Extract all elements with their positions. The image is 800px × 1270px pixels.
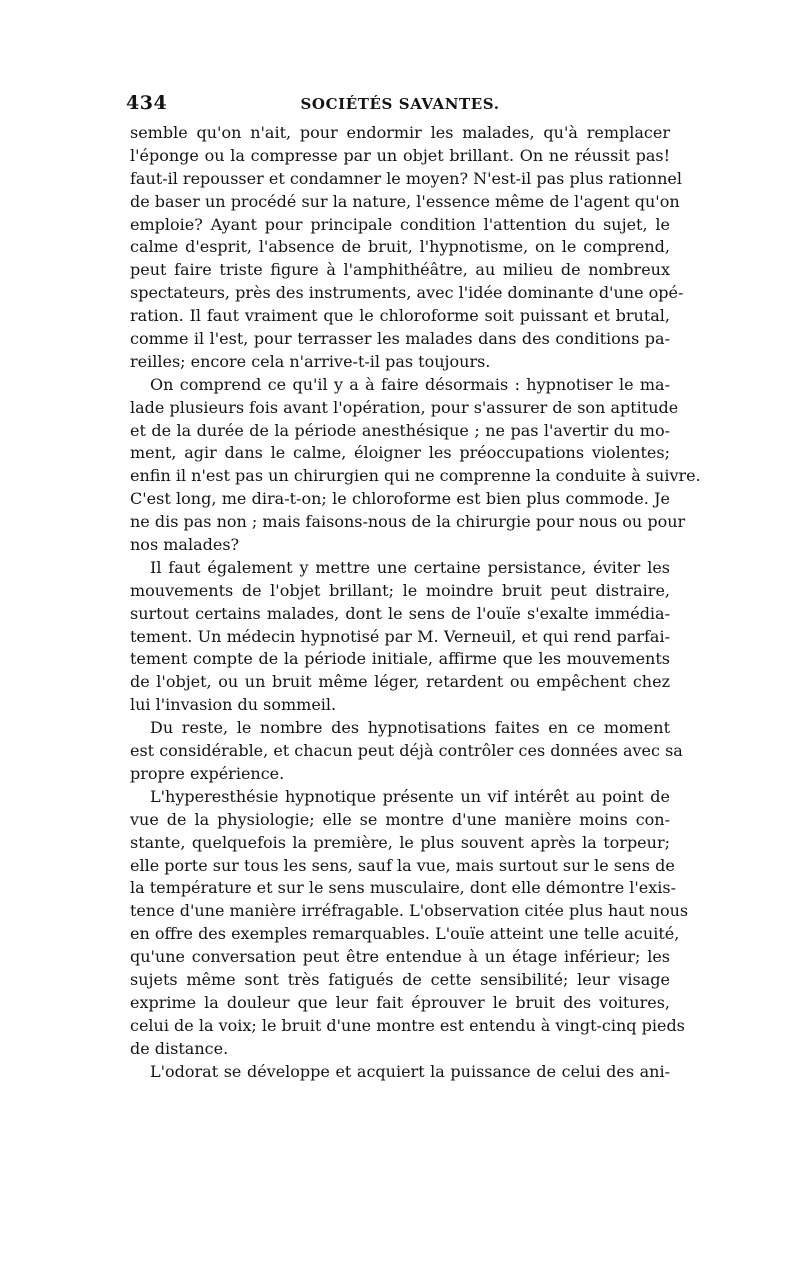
text-line: stante, quelquefois la première, le plus souvent après la torpeur;	[130, 832, 670, 852]
text-line: de l'objet, ou un bruit même léger, retardent ou empêchent chez	[130, 672, 670, 692]
text-line: comme il l'est, pour terrasser les malades dans des conditions pa-	[130, 329, 670, 349]
text-line: lade plusieurs fois avant l'opération, pour s'assurer de son aptitude	[130, 397, 679, 417]
text-line: de distance.	[130, 1038, 229, 1058]
text-line: exprime la douleur que leur fait éprouver le bruit des voitures,	[130, 992, 670, 1012]
text-line: tence d'une manière irréfragable. L'observation citée plus haut nous	[130, 901, 689, 921]
text-line: tement. Un médecin hypnotisé par M. Verneuil, et qui rend parfai-	[130, 626, 670, 646]
text-line: L'hyperesthésie hypnotique présente un vif intérêt au point de	[150, 786, 670, 806]
text-line: vue de la physiologie; elle se montre d'une manière moins con-	[130, 809, 670, 829]
text-line: semble qu'on n'ait, pour endormir les malades, qu'à remplacer	[130, 123, 670, 142]
text-line: en offre des exemples remarquables. L'ouïe atteint une telle acuité,	[130, 924, 680, 944]
text-line: celui de la voix; le bruit d'une montre est entendu à vingt-cinq pieds	[130, 1015, 685, 1035]
text-line: spectateurs, près des instruments, avec l'idée dominante d'une opé-	[130, 283, 684, 303]
text-line: peut faire triste figure à l'amphithéâtre, au milieu de nombreux	[130, 260, 670, 280]
text-line: qu'une conversation peut être entendue à un étage inférieur; les	[130, 947, 670, 967]
text-line: nos malades?	[130, 535, 240, 555]
text-line: la température et sur le sens musculaire, dont elle démontre l'exis-	[130, 878, 676, 898]
text-line: elle porte sur tous les sens, sauf la vue, mais surtout sur le sens de	[130, 855, 675, 875]
text-line: enfin il n'est pas un chirurgien qui ne comprenne la conduite à suivre.	[130, 466, 701, 486]
text-line: sujets même sont très fatigués de cette sensibilité; leur visage	[130, 969, 670, 989]
text-line: ration. Il faut vraiment que le chloroforme soit puissant et brutal,	[130, 306, 670, 326]
text-line: ment, agir dans le calme, éloigner les préoccupations violentes;	[130, 443, 670, 463]
running-head: SOCIÉTÉS SAVANTES.	[300, 95, 500, 113]
book-page	[126, 92, 701, 1083]
text-line: faut-il repousser et condamner le moyen? N'est-il pas plus rationnel	[130, 168, 682, 188]
page-header	[126, 92, 670, 120]
text-line: tement compte de la période initiale, affirme que les mouvements	[130, 649, 670, 669]
text-line: On comprend ce qu'il y a à faire désormais : hypnotiser le ma-	[150, 374, 670, 394]
text-line: mouvements de l'objet brillant; le moindre bruit peut distraire,	[130, 580, 670, 600]
text-line: L'odorat se développe et acquiert la puissance de celui des ani-	[150, 1061, 670, 1081]
text-line: lui l'invasion du sommeil.	[130, 695, 337, 715]
text-line: C'est long, me dira-t-on; le chloroforme est bien plus commode. Je	[130, 489, 670, 509]
text-line: Il faut également y mettre une certaine persistance, éviter les	[150, 557, 670, 577]
text-line: est considérable, et chacun peut déjà contrôler ces données avec sa	[130, 741, 683, 761]
text-line: propre expérience.	[130, 763, 285, 783]
body-text	[130, 122, 701, 1083]
text-line: Du reste, le nombre des hypnotisations faites en ce moment	[150, 718, 670, 738]
page-number: 434	[126, 92, 168, 114]
text-line: emploie? Ayant pour principale condition l'attention du sujet, le	[130, 214, 670, 234]
text-line: reilles; encore cela n'arrive-t-il pas toujours.	[130, 351, 491, 371]
text-line: de baser un procédé sur la nature, l'essence même de l'agent qu'on	[130, 191, 680, 211]
text-line: et de la durée de la période anesthésique ; ne pas l'avertir du mo-	[130, 420, 670, 440]
text-line: surtout certains malades, dont le sens de l'ouïe s'exalte immédia-	[130, 603, 670, 623]
text-line: ne dis pas non ; mais faisons-nous de la chirurgie pour nous ou pour	[130, 512, 686, 532]
text-line: calme d'esprit, l'absence de bruit, l'hypnotisme, on le comprend,	[130, 237, 670, 257]
text-line: l'éponge ou la compresse par un objet brillant. On ne réussit pas!	[130, 145, 670, 165]
